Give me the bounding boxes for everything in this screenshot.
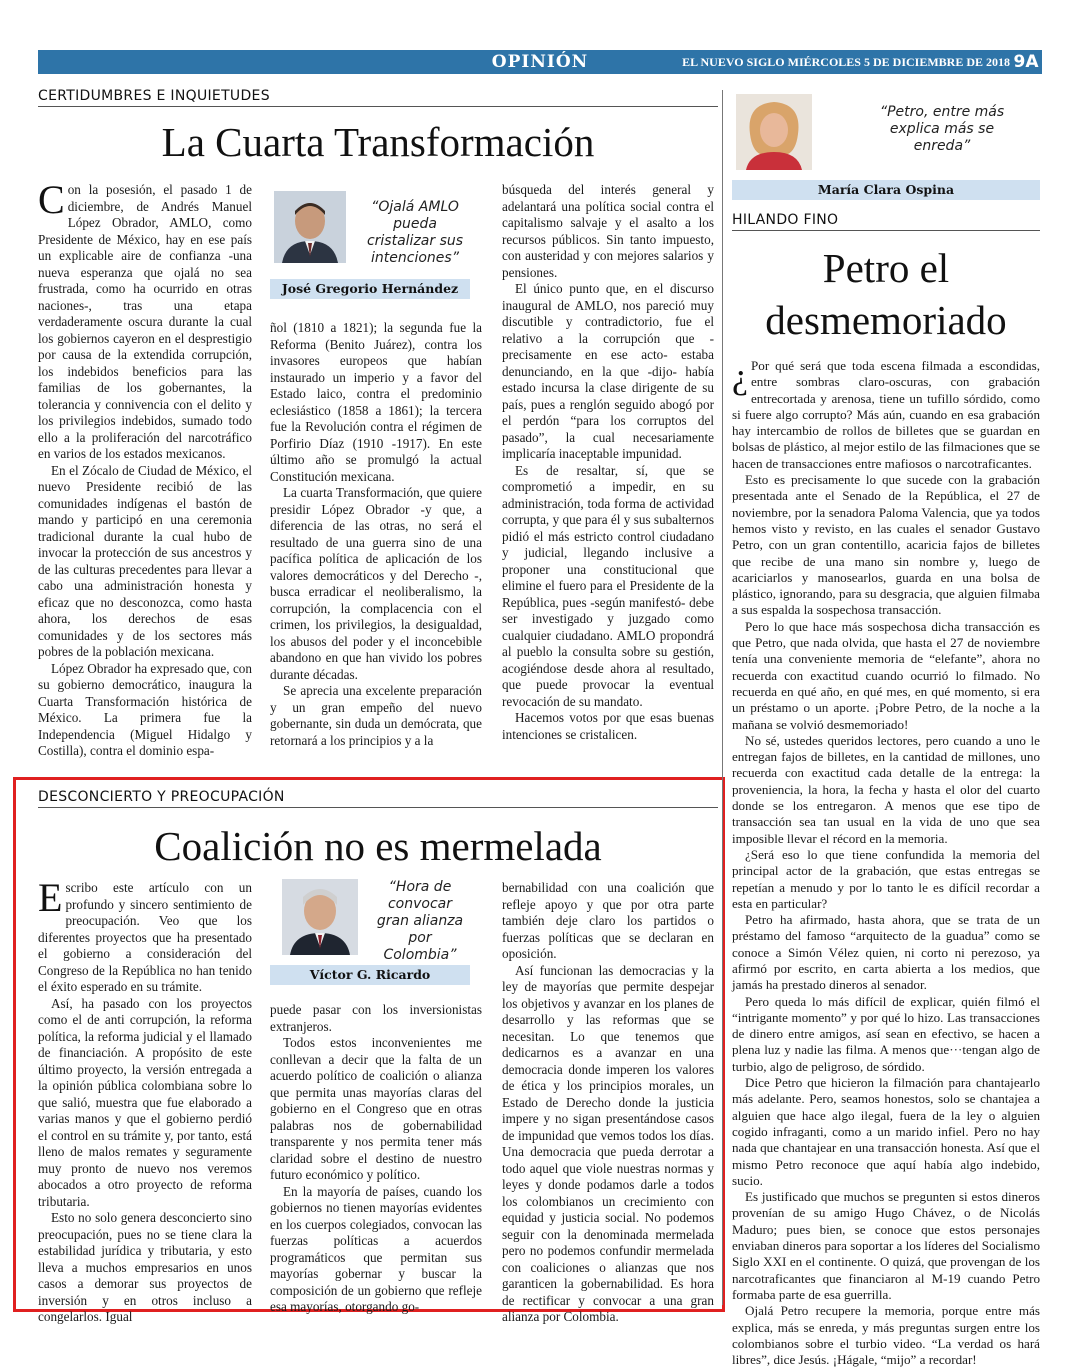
column-divider <box>722 90 723 1305</box>
article2-kicker: DESCONCIERTO Y PREOCUPACIÓN <box>38 789 285 805</box>
paragraph: En el Zócalo de Ciudad de México, el nuevo Presidente recibió de las comunidades indígenas el bastón de mando y participó en una ceremonia tradicional durante la cual hubo de invocar la protección de sus ancestros y de las culturas precedentes para llevar a cabo una administración honesta y eficaz que no desconozca, como hasta ahora, los derechos de esas comunidades y de los sectores más pobres de la población mexicana. <box>38 462 252 659</box>
paragraph: Petro ha afirmado, hasta ahora, que se trata de un préstamo del famoso “arquitecto de la guadua” como se conoce a Simón Vélez quien, ni corto ni perezoso, ya afirmó por escrito, en carta abierta a los medios, que jamás ha prestado dineros al senador. <box>732 912 1040 993</box>
article3-body <box>732 356 1040 1368</box>
paragraph: Esto no solo genera desconcierto sino preocupación, pues no se tiene clara la estabilidad jurídica y tributaria, y esto lleva a muchos empresarios en unos casos a demorar sus proyectos de inversión y en otros incluso a congelarlos. Igual <box>38 1210 252 1324</box>
article2-dropcap: E <box>38 875 63 920</box>
article1-kicker-rule <box>38 106 718 107</box>
author-portrait <box>282 879 358 955</box>
paragraph: Pero queda lo más difícil de explicar, quién filmó el “intrigante momento” y por qué lo hizo. Las transacciones de dinero entre amigos, así sean en efectivo, se hacen a plena luz y nadie las filma. A menos que···tengan algo de turbio, algo de peligroso, de sórdido. <box>732 993 1040 1074</box>
article1-column-2 <box>270 320 482 748</box>
article2-headline: Coalición no es mermelada <box>154 823 602 869</box>
paragraph: Esto es precisamente lo que sucede con la grabación presentada ante el Senado de la República, el 27 de noviembre, por la senadora Paloma Valencia, que ya todos hemos visto y revisto, en las cuales el senador Gustavo Petro, con un gran contentillo, acaricia fajos de billetes que recibe de una mano sin nombre y, luego de acariciarlos y manosearlos, guarda en una bolsa de plástico, ignorando, para su desgracia, que alguien filmaba a sus espalda la sospechosa transacción. <box>732 472 1040 618</box>
article2-author-byline: Víctor G. Ricardo <box>270 965 470 985</box>
paragraph: En la mayoría de países, cuando los gobiernos no tienen mayorías evidentes en los cuerpos colegiados, convocan las fuerzas políticas a acuerdos programáticos que permitan sus mayorías gobernar y buscar la composición de un gobierno que refleje esa mayorías, otorgando go- <box>270 1183 482 1314</box>
article3-author-box <box>732 90 1040 202</box>
paragraph: No sé, ustedes queridos lectores, pero cuando a uno le entregan fajos de billetes, en la cantidad de millones, uno recuerda con exactitud cada detalle de la entrega: la proveniencia, la hora, la fecha y hasta el olor del cuarto donde se los entregaron. A menos que ese tipo de transacción sea tan usual en la vida de uno que sea imposible llevar el récord en la memoria. <box>732 732 1040 846</box>
paragraph: bernabilidad con una coalición que refleje apoyo y que por otra parte también deje claro los partidos o fuerzas políticas que se declaran en oposición. <box>502 880 714 961</box>
paragraph: Pero lo que hace más sospechosa dicha transacción es que Petro, que nada olvida, que hasta el 27 de noviembre tenía una conveniente memoria de “elefante”, ahora no recuerda con exactitud cuando ocurrió lo filmado. No recuerda en qué año, en qué mes, en qué momento, si era un préstamo o un aporte. ¡Pobre Petro, de la noche a la mañana se volvió desmemoriado! <box>732 618 1040 732</box>
article1-pull-quote: “Ojalá AMLO pueda cristalizar sus intenciones” <box>366 199 464 266</box>
paragraph: La cuarta Transformación, que quiere presidir López Obrador -y que, a diferencia de las otras, no será el resultado de una guerra sino de una pacífica política de aplicación de los valores democráticos y del Derecho -, busca erradicar el neoliberalismo, la corrupción, la complacencia con el crimen, los privilegios, la desigualdad, los abusos del poder y el inconcebible abandono en que han vivido los pobres durante décadas. <box>270 485 482 682</box>
page-number: 9A <box>1013 52 1039 72</box>
article3-pull-quote: “Petro, entre más explica más se enreda” <box>879 104 1005 154</box>
article2-pull-quote: “Hora de convocar gran alianza por Colombia” <box>376 879 464 963</box>
paragraph: on la posesión, el pasado 1 de diciembre, de Andrés Manuel López Obrador, AMLO, como Presidente de México, hay en ese país un explicable aire de confianza -una nueva esperanza que ojalá no sea frustrada, como ha ocurrido en otras naciones-, tras una etapa verdaderamente oscura durante la cual los gobiernos cayeron en el desprestigio por causa de la extendida corrupción, los indebidos beneficios para las familias de los gobernantes, la tolerancia y connivencia con el delito y los privilegios indebidos, sumado todo ello a la proliferación del narcotráfico en varios de los estados mexicanos. <box>38 182 252 461</box>
paragraph: scribo este artículo con un profundo y sincero sentimiento de preocupación. Veo que los diferentes proyectos que ha presentado el gobierno a consideración del Congreso de la República no han tenido el éxito esperado en su trámite. <box>38 880 252 994</box>
article2-column-1 <box>38 875 252 1324</box>
paragraph: López Obrador ha expresado que, con su gobierno democrático, inaugura la Cuarta Transformación histórica de México. La primera fue la Independencia (Miguel Hidalgo y Costilla), contra el dominio espa- <box>38 660 252 758</box>
paragraph: Se aprecia una excelente preparación y un gran empeño del nuevo gobernante, sin duda un demócrata, que retornará a los principios y a la <box>270 683 482 748</box>
article1-author-byline: José Gregorio Hernández <box>270 279 470 299</box>
section-name: OPINIÓN <box>491 52 589 72</box>
paragraph: Así, ha pasado con los proyectos como el de anti corrupción, la reforma política, la reforma judicial y el llamado de financiación. A propósito de este último proyecto, la versión entregada a la opinión pública colombiana sobre lo que salió, muestra que fue elaborado a varias manos y que el gobierno perdió el control en su trámite y, por tanto, está lleno de malos remates y seguramente muy pronto de nuevo nos veremos abocados a otro proyecto de reforma tributaria. <box>38 995 252 1209</box>
article1-author-box <box>270 183 470 301</box>
article3-kicker-rule <box>732 230 1040 231</box>
paragraph: El único punto que, en el discurso inaugural de AMLO, nos pareció muy discutible y contradictorio, fue el relativo a la corrupción que -precisamente en ese acto- estaba denunciando, en la que -dijo- había estado incursa la clase dirigente de su país, pues a renglón seguido abogó por el perdón “para los corruptos del pasado”, la cual necesariamente implicaría inaceptable impunidad. <box>502 281 714 461</box>
article3-kicker: HILANDO FINO <box>732 212 839 228</box>
article2-author-box <box>270 875 470 987</box>
paragraph: ¿Será eso lo que tiene confundida la memoria del principal actor de la grabación, que estas entregas se repetían a menudo y por lo tanto le es difícil recordar a esta en particular? <box>732 846 1040 911</box>
paragraph: Todos estos inconvenientes me conllevan a decir que la falta de un acuerdo político de coalición o alianza que permita unas mayorías claras del gobierno en el Congreso que en otras palabras nos de gobernabilidad transparente y nos permita tener más claridad sobre el destino de nuestro futuro económico y político. <box>270 1035 482 1182</box>
article2-column-3 <box>502 880 714 1324</box>
article1-column-1 <box>38 177 252 758</box>
article2-kicker-rule <box>38 807 718 808</box>
author-portrait <box>736 94 812 170</box>
article1-kicker: CERTIDUMBRES E INQUIETUDES <box>38 88 270 104</box>
paragraph: Hacemos votos por que esas buenas intenciones se cristalicen. <box>502 710 714 742</box>
article1-dropcap: C <box>38 177 65 222</box>
paragraph: ñol (1810 a 1821); la segunda fue la Reforma (Benito Juárez), contra los invasores europeos que habían instaurado un imperio y a favor del Estado laico, contra el predominio eclesiástico (1858 a 1861); la tercera fue la Revolución contra el régimen de Porfirio Díaz (1910 -1917). En este último año se promulgó la actual Constitución mexicana. <box>270 320 482 484</box>
paragraph: Dice Petro que hicieron la filmación para chantajearlo más adelante. Pero, seamos honestos, solo se chantajea a alguien que hace algo ilegal, fuera de la ley o alguien cogido infraganti, como a un marido infiel. Pero no hay nada que chantajear en una transacción honesta. Así que el mismo Petro reconoce que aquí había algo indebido, sucio. <box>732 1075 1040 1188</box>
article2-column-2 <box>270 1002 482 1314</box>
article3-headline: Petro el desmemoriado <box>765 245 1007 344</box>
article3-author-byline: María Clara Ospina <box>732 180 1040 200</box>
article1-headline: La Cuarta Transformación <box>161 119 595 165</box>
paragraph: Ojalá Petro recupere la memoria, porque entre más explica, más se enreda, y más preguntas surgen entre los colombianos sobre el turbio video. “La verdad os hará libres”, dice Jesús. ¡Hágale, “mijo” a recordar! <box>732 1303 1040 1368</box>
paragraph: búsqueda del interés general y adelantará una política social contra el capitalismo salvaje y el asalto a los recursos públicos. Sin tanto impuesto, con austeridad y con mejores salarios y pensiones. <box>502 182 714 280</box>
paragraph: Así funcionan las democracias y la ley de mayorías que permite despejar los objetivos y avanzar en los planes de desarrollo y las reformas que se necesitan. Lo que tenemos que dedicarnos es a avanzar en una democracia donde imperen los valores de ética y los principios morales, un Estado de Derecho donde la justicia impere y no sigan presentándose casos de impunidad que vemos todos los días. Una democracia que pueda derrotar a todo aquel que viole nuestras normas y leyes y donde podamos darle a todos los colombianos un crecimiento con equidad y justicia social. No podemos seguir con la denominada mermelada pero no podemos confundir mermelada con coaliciones o alianzas que nos garanticen la gobernabilidad. Es hora de rectificar y convocar a una gran alianza por Colombia. <box>502 962 714 1324</box>
paragraph: Por qué será que toda escena filmada a escondidas, entre sombras claro-oscuras, con grabación entrecortada y arenosa, tiene un tufillo sórdido, como si fuere algo corrupto? Más aún, cuando en esa grabación hay intercambio de rollos de billetes que se guardan en bolsas de plástico, al mejor estilo de las filmaciones que se hacen de transacciones entre mafiosos o narcotraficantes. <box>732 358 1040 471</box>
author-portrait <box>274 191 346 263</box>
paragraph: Es de resaltar, sí, que se comprometió a impedir, en su administración, toda forma de actividad corrupta, y que para él y sus subalternos pidió el más estricto control ciudadano y judicial, llegando inclusive a proponer una constitucional que elimine el fuero para el Presidente de la República, pues -según manifestó- debe ser investigado y juzgado como cualquier ciudadano. AMLO propondrá al pueblo la consulta sobre su gestión, acogiéndose desde ahora al resultado, que puede provocar la eventual revocación de su mandato. <box>502 462 714 709</box>
paragraph: Es justificado que muchos se pregunten si estos dineros provenían de su amigo Hugo Chávez, o de Nicolás Maduro; pues bien, se conoce que estos personajes enviaban dineros para soportar a los líderes del Socialismo Siglo XXI en el continente. O quizá, que provengan de los narcotraficantes que financiaron al M-19 cuando Petro formaba parte de esa guerrilla. <box>732 1189 1040 1302</box>
newspaper-name-and-date: EL NUEVO SIGLO MIÉRCOLES 5 DE DICIEMBRE DE 2018 <box>682 55 1010 69</box>
article3-dropcap: ¿ <box>732 356 748 396</box>
article1-column-3 <box>502 182 714 742</box>
paragraph: puede pasar con los inversionistas extranjeros. <box>270 1002 482 1034</box>
